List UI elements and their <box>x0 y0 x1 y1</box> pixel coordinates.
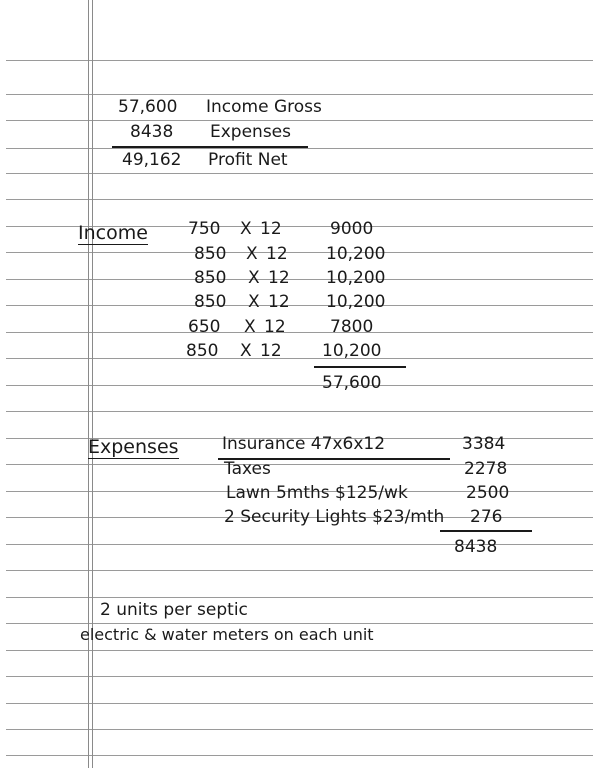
ruled-line <box>6 385 593 386</box>
ruled-line <box>6 94 593 95</box>
ruled-line <box>6 305 593 306</box>
expense-amount: 2278 <box>464 459 508 479</box>
income-sum-line <box>314 366 406 368</box>
ruled-line <box>6 729 593 730</box>
income-rent: 850 <box>194 292 227 312</box>
income-times: X <box>248 292 260 312</box>
income-times: X <box>246 244 258 264</box>
margin-line <box>92 0 93 768</box>
income-months: 12 <box>268 268 290 288</box>
income-months: 12 <box>260 219 282 239</box>
expense-amount: 276 <box>470 507 503 527</box>
ruled-line <box>6 623 593 624</box>
ruled-line <box>6 411 593 412</box>
subtotal-underline <box>112 146 308 148</box>
ruled-line <box>6 252 593 253</box>
income-rent: 650 <box>188 317 221 337</box>
expense-label: Lawn 5mths $125/wk <box>226 483 408 503</box>
income-sum: 57,600 <box>322 373 382 393</box>
income-total: 10,200 <box>326 244 386 264</box>
margin-line <box>88 0 89 768</box>
income-total: 10,200 <box>322 341 382 361</box>
ruled-line <box>6 755 593 756</box>
income-total: 9000 <box>330 219 374 239</box>
income-total: 10,200 <box>326 268 386 288</box>
ruled-line <box>6 120 593 121</box>
gross-income-label: Income Gross <box>206 97 322 117</box>
income-times: X <box>248 268 260 288</box>
expense-label: 2 Security Lights $23/mth <box>224 507 445 527</box>
income-rent: 850 <box>194 244 227 264</box>
ruled-line <box>6 597 593 598</box>
ruled-line <box>6 148 593 149</box>
note-meters: electric & water meters on each unit <box>80 625 374 644</box>
income-rent: 850 <box>194 268 227 288</box>
income-months: 12 <box>268 292 290 312</box>
expenses-total-value: 8438 <box>130 122 174 142</box>
ruled-line <box>6 676 593 677</box>
income-heading: Income <box>78 222 148 244</box>
net-profit-value: 49,162 <box>122 150 182 170</box>
ruled-line <box>6 173 593 174</box>
income-months: 12 <box>264 317 286 337</box>
expenses-sum: 8438 <box>454 537 498 557</box>
ruled-line <box>6 544 593 545</box>
ruled-line <box>6 703 593 704</box>
expenses-total-label: Expenses <box>210 122 291 142</box>
ruled-line <box>6 570 593 571</box>
ruled-line <box>6 199 593 200</box>
income-rent: 750 <box>188 219 221 239</box>
ruled-line <box>6 358 593 359</box>
income-total: 7800 <box>330 317 374 337</box>
income-times: X <box>244 317 256 337</box>
expense-amount: 2500 <box>466 483 510 503</box>
expenses-heading: Expenses <box>88 436 179 458</box>
income-times: X <box>240 341 252 361</box>
income-months: 12 <box>266 244 288 264</box>
gross-income-value: 57,600 <box>118 97 178 117</box>
income-months: 12 <box>260 341 282 361</box>
note-septic: 2 units per septic <box>100 600 248 620</box>
net-profit-label: Profit Net <box>208 150 288 170</box>
expenses-sum-line <box>440 530 532 532</box>
expense-amount: 3384 <box>462 434 506 454</box>
income-times: X <box>240 219 252 239</box>
ruled-line <box>6 332 593 333</box>
ruled-line <box>6 279 593 280</box>
income-total: 10,200 <box>326 292 386 312</box>
expense-label: Insurance 47x6x12 <box>222 434 386 454</box>
income-rent: 850 <box>186 341 219 361</box>
ruled-line <box>6 650 593 651</box>
ruled-line <box>6 60 593 61</box>
expense-label: Taxes <box>224 459 271 479</box>
